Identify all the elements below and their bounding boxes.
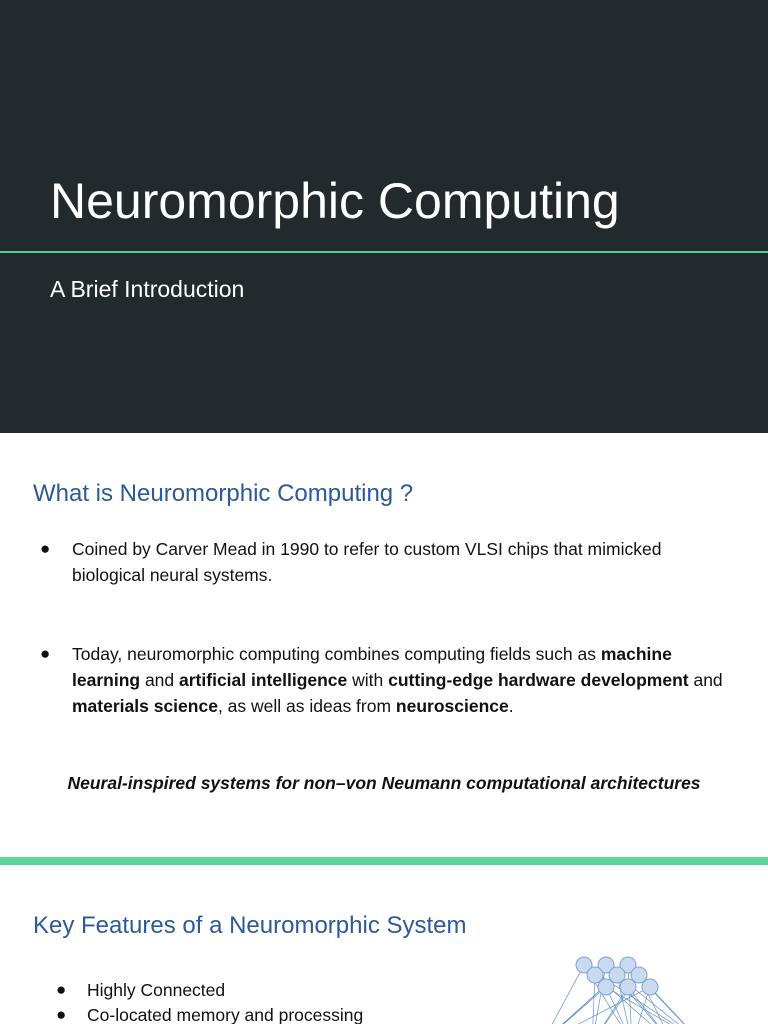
feature-text: Highly Connected [87, 980, 226, 1000]
network-edge [650, 987, 702, 1024]
slide-subtitle: A Brief Introduction [50, 276, 245, 302]
slide-title: Neuromorphic Computing [50, 173, 620, 229]
network-node [642, 979, 658, 995]
title-slide [0, 0, 768, 433]
title-rule [0, 251, 768, 253]
bullet-text: Coined by Carver Mead in 1990 to refer to custom VLSI chips that mimicked biological neural systems. [72, 539, 662, 585]
intro-slide [0, 433, 768, 857]
network-edge [542, 965, 584, 1024]
bullet-icon: ● [56, 980, 67, 999]
feature-text: Co-located memory and processing [87, 1005, 364, 1024]
list-item [0, 977, 507, 1003]
bullet-icon: ● [56, 1005, 67, 1024]
tagline: Neural-inspired systems for non–von Neumann computational architectures [67, 773, 701, 793]
features-slide [0, 865, 768, 1024]
network-node [598, 979, 614, 995]
intro-heading: What is Neuromorphic Computing ? [33, 480, 414, 507]
slide-divider [0, 857, 768, 865]
features-heading: Key Features of a Neuromorphic System [33, 912, 467, 939]
bullet-text: Today, neuromorphic computing combines computing fields such as machine learning and artificial intelligence with cutting-edge hardware development and materials science, as well as ideas from neuroscience. [72, 644, 723, 716]
list-item [0, 641, 732, 719]
bullet-icon: ● [40, 644, 51, 663]
network-node [620, 979, 636, 995]
list-item [0, 536, 732, 588]
list-item [0, 1002, 507, 1024]
neural-network-diagram-icon [532, 953, 732, 1024]
bullet-icon: ● [40, 539, 51, 558]
